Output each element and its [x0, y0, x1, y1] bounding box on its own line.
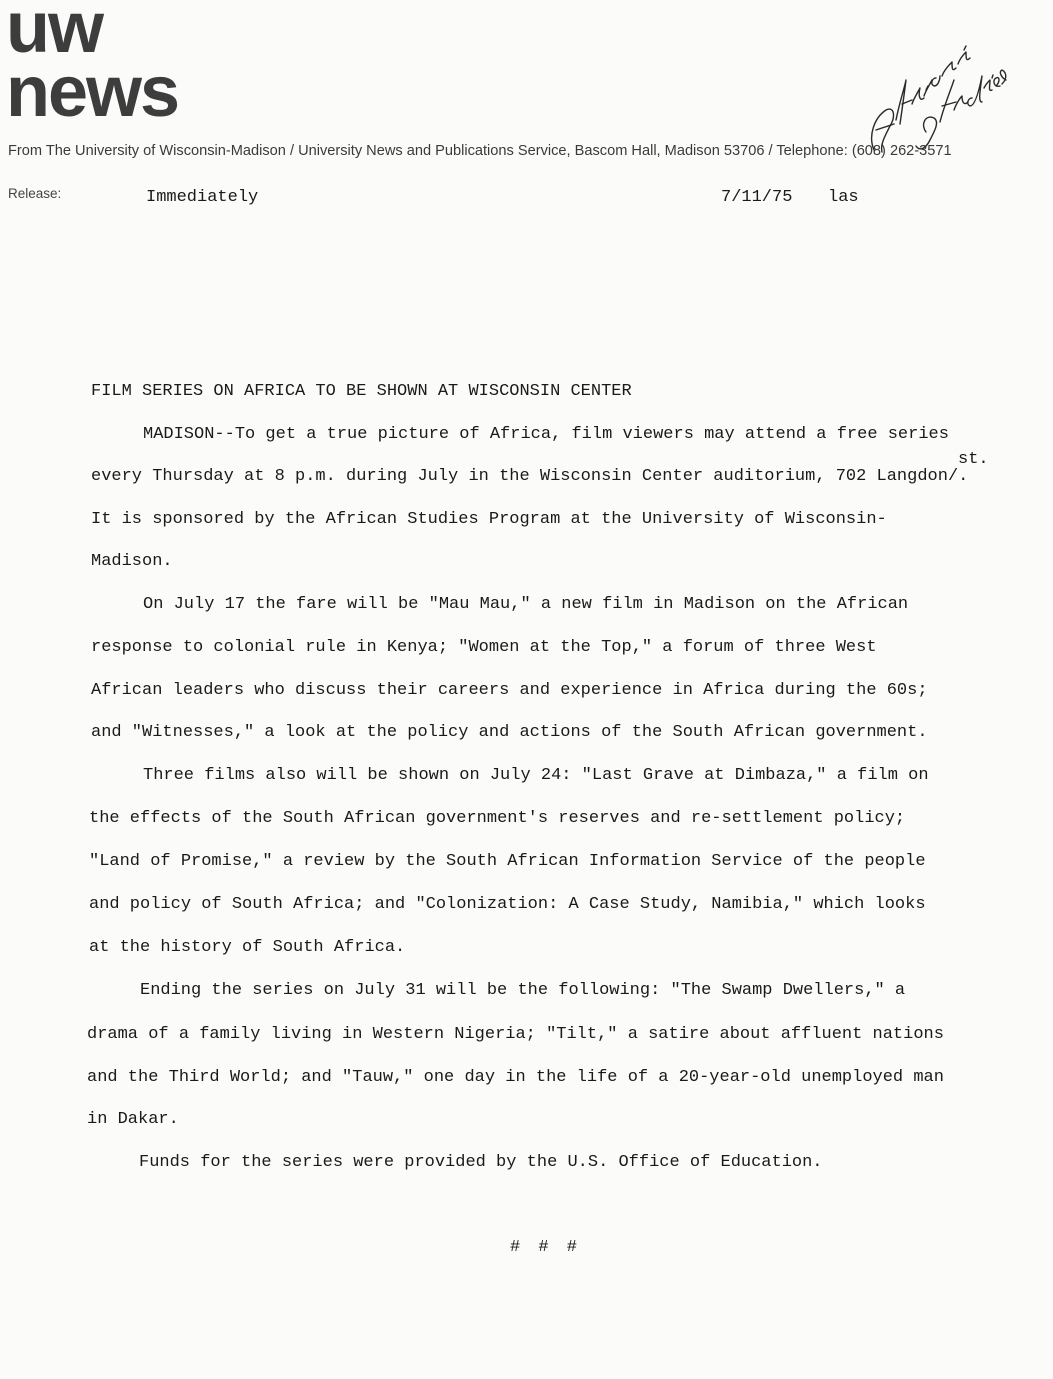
- body-line: MADISON--To get a true picture of Africa, film viewers may attend a free series: [143, 425, 949, 444]
- release-date: 7/11/75: [721, 188, 793, 207]
- end-mark: # # #: [510, 1238, 582, 1257]
- release-initials: las: [828, 188, 859, 207]
- body-line: Three films also will be shown on July 24: "Last Grave at Dimbaza," a film on: [143, 766, 929, 785]
- handwritten-annotation: [860, 40, 1010, 170]
- logo-uw: uw: [6, 0, 102, 68]
- body-line: the effects of the South African government's reserves and re-settlement policy;: [89, 809, 906, 828]
- body-line: Madison.: [91, 552, 173, 571]
- body-line: Ending the series on July 31 will be the following: "The Swamp Dwellers," a: [140, 981, 906, 1000]
- body-line: at the history of South Africa.: [89, 938, 406, 957]
- headline: FILM SERIES ON AFRICA TO BE SHOWN AT WISCONSIN CENTER: [91, 382, 632, 401]
- from-line: From The University of Wisconsin-Madison / University News and Publications Service, Bascom Hall, Madison 53706 / Telephone: (608) 262-3571: [8, 143, 952, 159]
- body-line: "Land of Promise," a review by the South African Information Service of the people: [89, 852, 926, 871]
- body-line: and "Witnesses," a look at the policy and actions of the South African government.: [91, 723, 928, 742]
- body-line: On July 17 the fare will be "Mau Mau," a new film in Madison on the African: [143, 595, 909, 614]
- body-line: in Dakar.: [87, 1110, 179, 1129]
- body-line: Funds for the series were provided by the U.S. Office of Education.: [139, 1153, 823, 1172]
- release-value: Immediately: [146, 188, 259, 207]
- release-label: Release:: [8, 186, 62, 201]
- body-line: every Thursday at 8 p.m. during July in the Wisconsin Center auditorium, 702 Langdon/.: [91, 467, 969, 486]
- body-line: It is sponsored by the African Studies Program at the University of Wisconsin-: [91, 510, 887, 529]
- body-line: response to colonial rule in Kenya; "Women at the Top," a forum of three West: [91, 638, 877, 657]
- body-line: drama of a family living in Western Nigeria; "Tilt," a satire about affluent nations: [87, 1025, 944, 1044]
- body-line: African leaders who discuss their careers and experience in Africa during the 60s;: [91, 681, 928, 700]
- correction-insert: st.: [958, 450, 989, 469]
- logo-news: news: [6, 52, 179, 132]
- body-line: and policy of South Africa; and "Colonization: A Case Study, Namibia," which looks: [89, 895, 926, 914]
- body-line: and the Third World; and "Tauw," one day in the life of a 20-year-old unemployed man: [87, 1068, 944, 1087]
